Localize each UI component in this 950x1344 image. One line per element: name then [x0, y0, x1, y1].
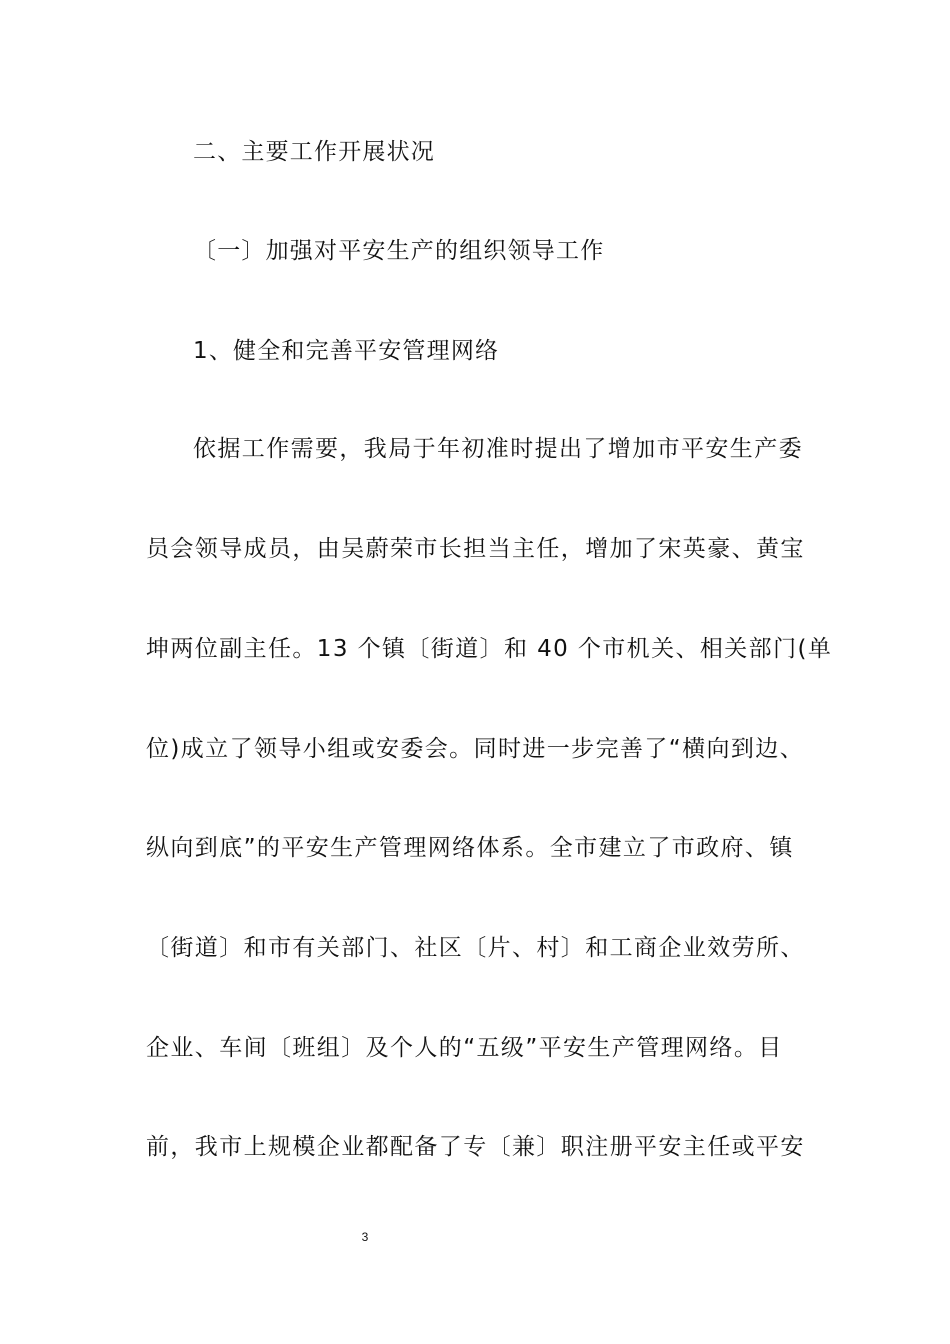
subsection-heading: 〔一〕加强对平安生产的组织领导工作	[193, 238, 605, 264]
item-heading: 1、健全和完善平安管理网络	[193, 338, 500, 364]
paragraph-line-1: 依据工作需要，我局于年初准时提出了增加市平安生产委	[193, 436, 803, 462]
paragraph-line-7: 企业、车间〔班组〕及个人的“五级”平安生产管理网络。目	[146, 1035, 783, 1061]
paragraph-line-5: 纵向到底”的平安生产管理网络体系。全市建立了市政府、镇	[146, 835, 794, 861]
paragraph-line-2: 员会领导成员，由吴蔚荣市长担当主任，增加了宋英豪、黄宝	[146, 536, 805, 562]
page-number: 3	[361, 1230, 369, 1244]
paragraph-line-8: 前，我市上规模企业都配备了专〔兼〕职注册平安主任或平安	[146, 1134, 805, 1160]
paragraph-line-6: 〔街道〕和市有关部门、社区〔片、村〕和工商企业效劳所、	[146, 935, 805, 961]
paragraph-line-4: 位)成立了领导小组或安委会。同时进一步完善了“横向到边、	[146, 736, 805, 762]
section-heading: 二、主要工作开展状况	[193, 139, 435, 165]
paragraph-line-3: 坤两位副主任。13 个镇〔街道〕和 40 个市机关、相关部门(单	[146, 636, 833, 662]
